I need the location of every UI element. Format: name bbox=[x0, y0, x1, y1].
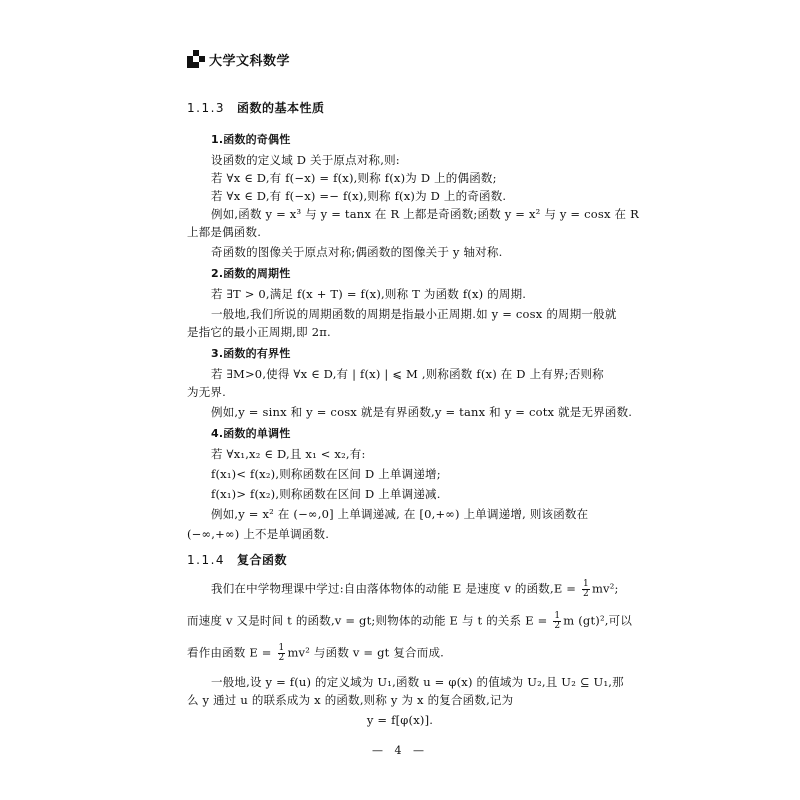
section-number: 1.1.3 bbox=[187, 101, 226, 115]
paragraph-line: 若 ∃M>0,使得 ∀x ∈ D,有 | f(x) | ⩽ M ,则称函数 f(x) 在 D 上有界;否则称 bbox=[211, 367, 604, 381]
paragraph-line: 若 ∀x ∈ D,有 f(−x) =− f(x),则称 f(x)为 D 上的奇函数. bbox=[211, 189, 507, 203]
paragraph-line: 例如,y = sinx 和 y = cosx 就是有界函数,y = tanx 和 y = cotx 就是无界函数. bbox=[211, 405, 633, 419]
paragraph-line: 例如,y = x² 在 (−∞,0] 上单调递减, 在 [0,+∞) 上单调递增, 则该函数在 bbox=[211, 507, 589, 521]
paragraph-line: 若 ∀x₁,x₂ ∈ D,且 x₁ < x₂,有: bbox=[211, 447, 366, 461]
paragraph-line: 上都是偶函数. bbox=[187, 225, 262, 239]
paragraph-line bbox=[211, 580, 619, 599]
paragraph-line: 为无界. bbox=[187, 385, 226, 399]
paragraph-line: 一般地,设 y = f(u) 的定义域为 U₁,函数 u = φ(x) 的值域为 U₂,且 U₂ ⊆ U₁,那 bbox=[211, 675, 624, 689]
paragraph-line: f(x₁)< f(x₂),则称函数在区间 D 上单调递增; bbox=[211, 467, 441, 481]
section-heading-1-1-4 bbox=[187, 552, 287, 568]
page-number: — 4 — bbox=[372, 744, 428, 757]
paragraph-line bbox=[187, 644, 444, 663]
book-title: 大学文科数学 bbox=[209, 53, 291, 69]
paragraph-line: 设函数的定义域 D 关于原点对称,则: bbox=[211, 153, 400, 167]
subheading-boundedness: 3.函数的有界性 bbox=[211, 347, 291, 360]
subheading-monotonicity: 4.函数的单调性 bbox=[211, 427, 291, 440]
paragraph-line: 是指它的最小正周期,即 2π. bbox=[187, 325, 331, 339]
paragraph-line: 么 y 通过 u 的联系成为 x 的函数,则称 y 为 x 的复合函数,记为 bbox=[187, 693, 514, 707]
fraction-one-half: $\frac{1}{2}$ bbox=[583, 579, 589, 599]
text-run: 看作由函数 E = bbox=[187, 645, 272, 660]
text-run: mv² 与函数 v = gt 复合而成. bbox=[287, 645, 445, 660]
paragraph-line bbox=[187, 612, 632, 631]
text-run: 而速度 v 又是时间 t 的函数,v = gt;则物体的动能 E 与 t 的关系 E = bbox=[187, 613, 548, 628]
section-heading-1-1-3 bbox=[187, 100, 325, 116]
paragraph-line: 奇函数的图像关于原点对称;偶函数的图像关于 y 轴对称. bbox=[211, 245, 503, 259]
display-formula: y = f[φ(x)]. bbox=[366, 713, 434, 727]
paragraph-line: 若 ∃T > 0,满足 f(x + T) = f(x),则称 T 为函数 f(x) 的周期. bbox=[211, 287, 527, 301]
text-run: m (gt)²,可以 bbox=[563, 613, 633, 628]
section-number: 1.1.4 bbox=[187, 553, 226, 567]
paragraph-line: 例如,函数 y = x³ 与 y = tanx 在 R 上都是奇函数;函数 y = x² 与 y = cosx 在 R bbox=[211, 207, 639, 221]
subheading-periodicity: 2.函数的周期性 bbox=[211, 267, 291, 280]
subheading-parity: 1.函数的奇偶性 bbox=[211, 133, 291, 146]
paragraph-line: 一般地,我们所说的周期函数的周期是指最小正周期.如 y = cosx 的周期一般就 bbox=[211, 307, 617, 321]
running-header bbox=[187, 48, 290, 70]
section-title: 函数的基本性质 bbox=[237, 101, 325, 115]
fraction-one-half: $\frac{1}{2}$ bbox=[278, 643, 285, 663]
paragraph-line: 若 ∀x ∈ D,有 f(−x) = f(x),则称 f(x)为 D 上的偶函数; bbox=[211, 171, 497, 185]
section-title: 复合函数 bbox=[237, 553, 288, 567]
book-logo-icon bbox=[187, 50, 205, 68]
text-run: 我们在中学物理课中学过:自由落体物体的动能 E 是速度 v 的函数,E = bbox=[211, 581, 577, 596]
paragraph-line: (−∞,+∞) 上不是单调函数. bbox=[187, 527, 330, 541]
paragraph-line: f(x₁)> f(x₂),则称函数在区间 D 上单调递减. bbox=[211, 487, 441, 501]
fraction-one-half: $\frac{1}{2}$ bbox=[554, 611, 561, 631]
text-run: mv²; bbox=[591, 581, 619, 596]
